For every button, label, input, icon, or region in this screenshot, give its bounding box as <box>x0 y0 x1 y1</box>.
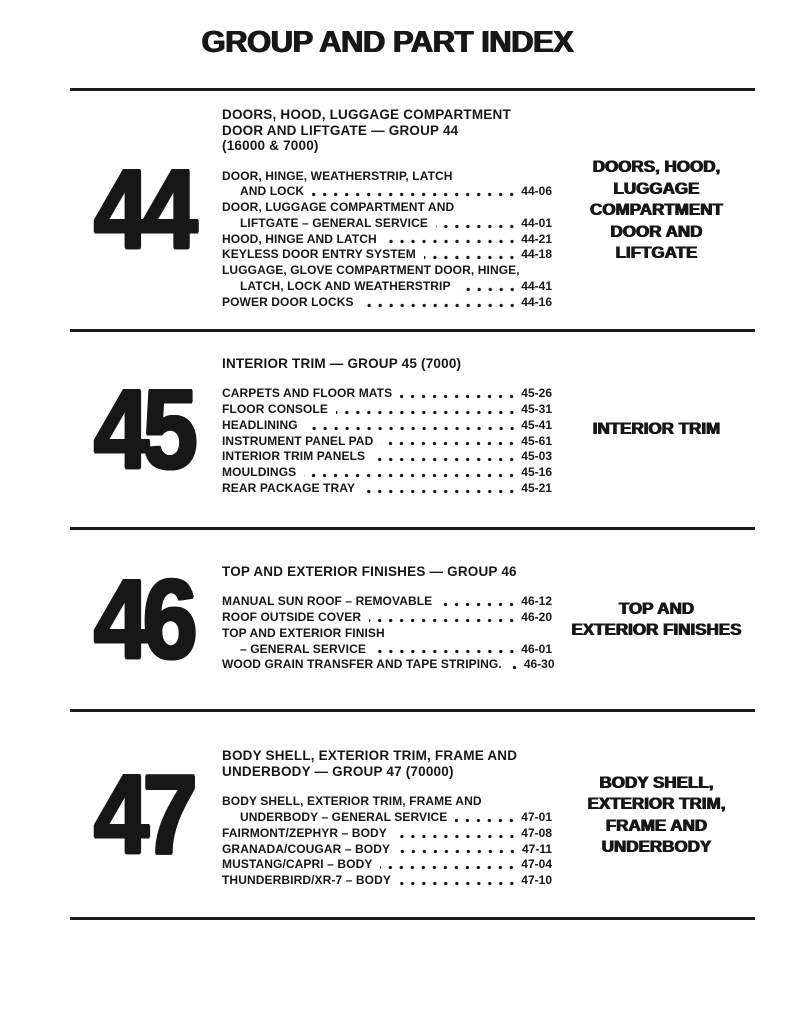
entry-label: FLOOR CONSOLE <box>222 401 328 416</box>
dot-leader <box>385 239 518 244</box>
index-entry <box>222 594 552 610</box>
dot-leader <box>363 489 517 494</box>
side-label-line: INTERIOR TRIM <box>592 419 721 439</box>
entry-page-number: 46-01 <box>521 641 552 656</box>
index-entry <box>222 481 552 497</box>
section-group-46 <box>70 530 755 709</box>
side-label-line: COMPARTMENT <box>590 200 723 220</box>
section-header-line: INTERIOR TRIM — GROUP 45 (7000) <box>222 355 462 371</box>
entry-label: THUNDERBIRD/XR-7 – BODY <box>222 873 391 888</box>
entry-page-number: 46-30 <box>523 657 555 672</box>
section-header <box>222 564 552 580</box>
index-entry <box>222 263 552 279</box>
index-entry-continuation <box>222 216 552 232</box>
dot-leader <box>398 849 518 854</box>
index-entry-continuation <box>222 642 552 658</box>
section-header-line: TOP AND EXTERIOR FINISHES — GROUP 46 <box>222 563 517 579</box>
index-entry <box>222 857 552 873</box>
entry-label: REAR PACKAGE TRAY <box>222 480 356 495</box>
section-group-45 <box>70 332 755 527</box>
dot-leader <box>380 865 517 870</box>
dot-leader <box>440 602 517 607</box>
entry-label: LATCH, LOCK AND WEATHERSTRIP <box>240 279 451 294</box>
dot-leader <box>362 303 518 308</box>
section-header-line: (16000 & 7000) <box>222 138 319 153</box>
entry-list <box>222 169 552 311</box>
side-label-line: DOOR AND <box>610 221 703 241</box>
entry-list <box>222 386 552 497</box>
dot-leader <box>424 255 517 260</box>
index-page <box>0 88 791 920</box>
group-number: 45 <box>94 366 192 492</box>
dot-leader <box>381 441 517 446</box>
entry-page-number: 47-10 <box>521 873 552 888</box>
entry-label: HEADLINING <box>222 417 298 432</box>
entry-page-number: 47-04 <box>521 857 552 872</box>
index-entry <box>222 402 552 418</box>
entry-label: AND LOCK <box>240 184 305 199</box>
entry-page-number: 45-21 <box>521 480 552 495</box>
entry-label: GRANADA/COUGAR – BODY <box>222 841 391 856</box>
index-entry <box>222 826 552 842</box>
entry-page-number: 45-26 <box>521 386 552 401</box>
index-entry <box>222 794 552 810</box>
page-header <box>0 0 791 88</box>
index-entry <box>222 418 552 434</box>
group-index-list <box>222 712 552 917</box>
index-entry <box>222 386 552 402</box>
index-entry <box>222 295 552 311</box>
section-side-label <box>552 530 755 709</box>
section-header <box>222 107 552 154</box>
group-number: 44 <box>94 147 192 273</box>
section-header-line: DOORS, HOOD, LUGGAGE COMPARTMENT <box>222 107 511 122</box>
entry-page-number: 45-31 <box>521 401 552 416</box>
entry-label: MUSTANG/CAPRI – BODY <box>222 857 373 872</box>
page-title: GROUP AND PART INDEX <box>201 24 574 59</box>
dot-leader <box>369 618 517 623</box>
entry-page-number: 45-16 <box>521 465 552 480</box>
side-label-line: EXTERIOR FINISHES <box>571 620 742 640</box>
side-label-line: DOORS, HOOD, <box>592 157 721 177</box>
dot-leader <box>312 192 517 197</box>
entry-label: POWER DOOR LOCKS <box>222 294 354 309</box>
index-entry <box>222 232 552 248</box>
entry-label: WOOD GRAIN TRANSFER AND TAPE STRIPING. <box>222 657 502 672</box>
horizontal-rule <box>70 917 755 920</box>
section-side-label <box>552 332 755 527</box>
section-header <box>222 748 552 779</box>
index-entry <box>222 626 552 642</box>
group-number: 47 <box>94 751 192 877</box>
dot-leader <box>455 818 517 823</box>
index-entry <box>222 169 552 185</box>
entry-page-number: 46-12 <box>521 594 552 609</box>
entry-label: ROOF OUTSIDE COVER <box>222 610 362 625</box>
entry-page-number: 47-08 <box>521 825 552 840</box>
entry-label: LUGGAGE, GLOVE COMPARTMENT DOOR, HINGE, <box>222 263 520 278</box>
index-entry-continuation <box>222 279 552 295</box>
group-number-cell <box>70 530 222 709</box>
index-entry <box>222 657 555 673</box>
entry-label: FAIRMONT/ZEPHYR – BODY <box>222 825 387 840</box>
index-entry <box>222 449 552 465</box>
section-side-label <box>552 712 755 917</box>
entry-list <box>222 794 552 889</box>
group-index-list <box>222 332 552 527</box>
entry-label: CARPETS AND FLOOR MATS <box>222 386 393 401</box>
entry-label: BODY SHELL, EXTERIOR TRIM, FRAME AND <box>222 794 482 809</box>
side-label-line: UNDERBODY <box>601 837 712 857</box>
side-label-line: EXTERIOR TRIM, <box>587 794 726 814</box>
index-entry <box>222 434 552 450</box>
group-number: 46 <box>94 556 192 682</box>
entry-page-number: 44-16 <box>521 294 552 309</box>
dot-leader <box>400 394 517 399</box>
group-number-cell <box>70 712 222 917</box>
dot-leader <box>399 881 517 886</box>
section-header-line: DOOR AND LIFTGATE — GROUP 44 <box>222 122 459 138</box>
entry-page-number: 44-21 <box>521 231 552 246</box>
side-label-line: LUGGAGE <box>613 178 700 198</box>
dot-leader <box>373 457 517 462</box>
entry-page-number: 47-11 <box>521 841 552 856</box>
dot-leader <box>459 287 518 292</box>
side-label-line: LIFTGATE <box>615 243 698 263</box>
index-entry-continuation <box>222 810 552 826</box>
group-number-cell <box>70 91 222 329</box>
index-entry <box>222 842 552 858</box>
entry-label: TOP AND EXTERIOR FINISH <box>222 625 385 640</box>
entry-page-number: 46-20 <box>521 610 552 625</box>
entry-page-number: 44-06 <box>521 184 552 199</box>
entry-page-number: 44-01 <box>521 215 552 230</box>
entry-label: MOULDINGS <box>222 465 297 480</box>
entry-page-number: 45-61 <box>521 433 552 448</box>
section-header-line: BODY SHELL, EXTERIOR TRIM, FRAME AND <box>222 748 518 764</box>
index-entry-continuation <box>222 184 552 200</box>
index-entry <box>222 610 552 626</box>
side-label-line: FRAME AND <box>605 815 708 835</box>
section-header-line: UNDERBODY — GROUP 47 (70000) <box>222 763 454 779</box>
entry-label: – GENERAL SERVICE <box>240 641 366 656</box>
side-label-line: BODY SHELL, <box>599 772 714 792</box>
index-entry <box>222 200 552 216</box>
entry-list <box>222 594 555 673</box>
entry-label: MANUAL SUN ROOF – REMOVABLE <box>222 594 433 609</box>
index-entry <box>222 465 552 481</box>
dot-leader <box>510 665 520 670</box>
entry-label: KEYLESS DOOR ENTRY SYSTEM <box>222 247 416 262</box>
section-group-47 <box>70 712 755 917</box>
entry-label: INTERIOR TRIM PANELS <box>222 449 366 464</box>
group-index-list <box>222 530 555 709</box>
group-number-cell <box>70 332 222 527</box>
dot-leader <box>374 649 517 654</box>
dot-leader <box>436 224 517 229</box>
index-entry <box>222 247 552 263</box>
entry-label: LIFTGATE – GENERAL SERVICE <box>240 215 428 230</box>
entry-label: INSTRUMENT PANEL PAD <box>222 433 374 448</box>
entry-page-number: 45-41 <box>521 417 552 432</box>
entry-label: HOOD, HINGE AND LATCH <box>222 231 377 246</box>
dot-leader <box>304 473 517 478</box>
index-entry <box>222 873 552 889</box>
entry-label: DOOR, LUGGAGE COMPARTMENT AND <box>222 200 455 215</box>
section-side-label <box>552 91 755 329</box>
entry-page-number: 44-41 <box>521 279 552 294</box>
dot-leader <box>336 410 517 415</box>
section-group-44 <box>70 91 755 329</box>
group-index-list <box>222 91 552 329</box>
entry-label: UNDERBODY – GENERAL SERVICE <box>240 810 448 825</box>
entry-page-number: 44-18 <box>521 247 552 262</box>
entry-page-number: 45-03 <box>521 449 552 464</box>
section-header <box>222 356 552 372</box>
dot-leader <box>395 834 517 839</box>
entry-page-number: 47-01 <box>521 810 552 825</box>
entry-label: DOOR, HINGE, WEATHERSTRIP, LATCH <box>222 168 453 183</box>
side-label-line: TOP AND <box>618 598 695 618</box>
dot-leader <box>306 426 518 431</box>
